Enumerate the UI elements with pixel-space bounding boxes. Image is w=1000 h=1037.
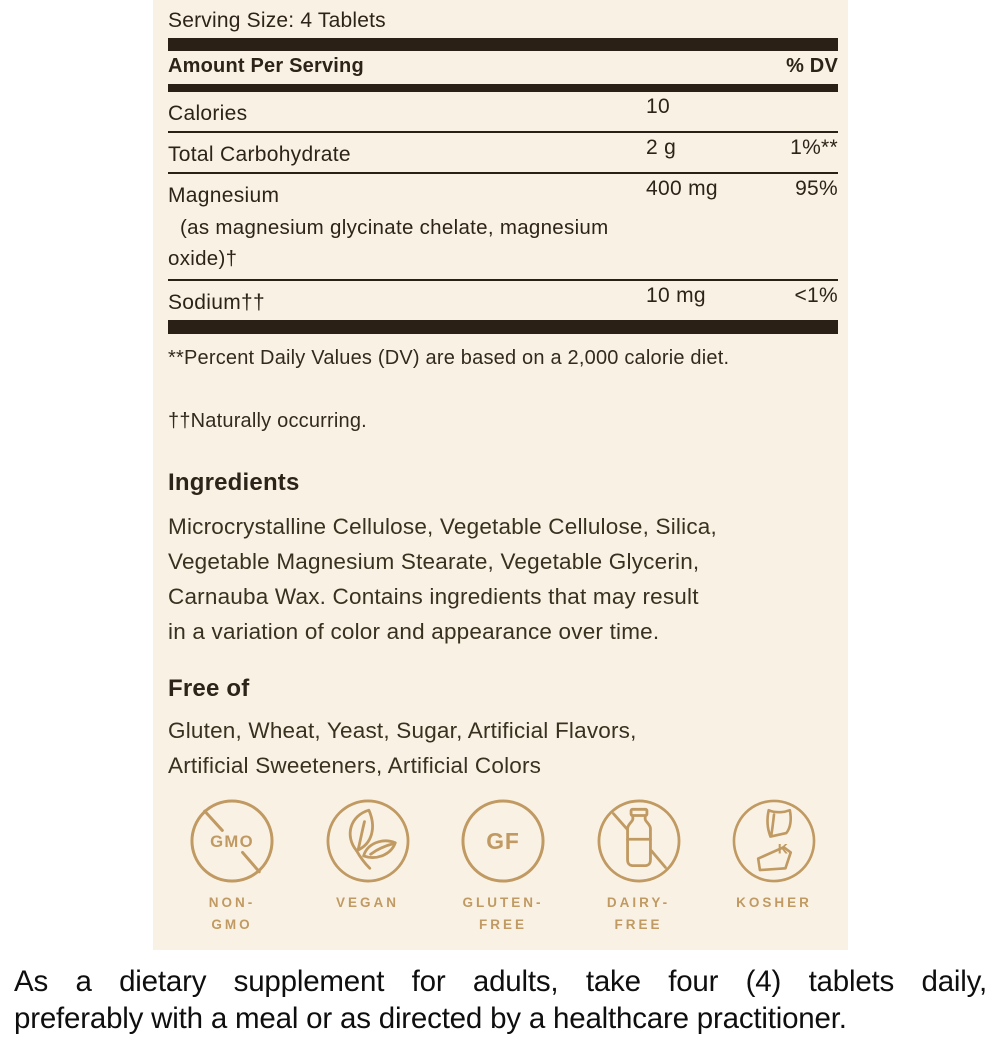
badge-label-line: VEGAN	[335, 895, 399, 910]
badge-label-line: FREE	[614, 917, 663, 932]
badge-dairy-free	[575, 797, 703, 936]
nutrient-amount: 10	[646, 95, 670, 118]
nutrient-name: Calories	[168, 102, 248, 125]
kosher-icon	[730, 797, 818, 885]
badge-vegan	[304, 797, 432, 936]
nutrient-dv: <1%	[794, 284, 838, 307]
badge-gluten-free	[439, 797, 567, 936]
nutrient-amount: 2 g	[646, 136, 677, 159]
nutrient-detail-line: (as magnesium glycinate chelate, magnesium	[180, 216, 609, 239]
kosher-icon-text: K	[777, 840, 788, 857]
gluten-free-icon	[459, 797, 547, 885]
percent-dv-label: % DV	[786, 55, 838, 77]
naturally-occurring-footnote: ††Naturally occurring.	[168, 410, 367, 432]
badge-label-line: GLUTEN-	[462, 895, 544, 910]
badge-kosher	[710, 797, 838, 936]
badge-label	[463, 892, 544, 936]
badge-label-line: KOSHER	[736, 895, 812, 910]
ingredients-line: Microcrystalline Cellulose, Vegetable Cellulose, Silica,	[168, 514, 717, 539]
vegan-icon	[324, 797, 412, 885]
nutrient-name: Sodium††	[168, 291, 265, 314]
nutrient-name: Total Carbohydrate	[168, 143, 351, 166]
free-of-heading: Free of	[168, 675, 250, 702]
gmo-icon-text: GMO	[210, 832, 254, 852]
gf-icon-text: GF	[486, 827, 520, 854]
badge-label-line: DAIRY-	[606, 895, 671, 910]
nutrient-source-detail	[168, 212, 646, 274]
badge-non-gmo	[168, 797, 296, 936]
badge-label-line: FREE	[478, 917, 527, 932]
fact-row-total-carbohydrate	[168, 133, 838, 172]
badge-label	[336, 892, 399, 914]
free-of-line: Gluten, Wheat, Yeast, Sugar, Artificial Flavors,	[168, 718, 637, 743]
nutrient-amount: 10 mg	[646, 284, 706, 307]
dv-footnote: **Percent Daily Values (DV) are based on a 2,000 calorie diet.	[168, 347, 730, 369]
facts-header-row	[168, 51, 838, 84]
nutrient-name-main: Magnesium	[168, 184, 280, 207]
directions-text	[14, 963, 987, 1037]
directions-line: preferably with a meal or as directed by a healthcare practitioner.	[14, 1002, 847, 1035]
free-of-line: Artificial Sweeteners, Artificial Colors	[168, 753, 542, 778]
nutrient-detail-line: oxide)†	[168, 247, 238, 270]
table-top-bar	[168, 38, 838, 51]
header-divider-bar	[168, 84, 838, 92]
badge-label	[209, 892, 256, 936]
ingredients-heading: Ingredients	[168, 469, 300, 496]
non-gmo-icon	[188, 797, 276, 885]
fact-row-magnesium	[168, 174, 838, 279]
badge-label	[607, 892, 670, 936]
badge-label-line: GMO	[211, 917, 253, 932]
free-of-text	[168, 713, 838, 783]
nutrient-amount: 400 mg	[646, 177, 718, 200]
nutrient-name	[168, 176, 646, 274]
supplement-label-panel	[153, 0, 848, 950]
certification-badges-row	[168, 797, 838, 936]
nutrient-dv	[758, 94, 838, 95]
badge-label-line: NON-	[208, 895, 256, 910]
ingredients-line: in a variation of color and appearance over time.	[168, 619, 660, 644]
fact-row-sodium	[168, 281, 838, 320]
fact-row-calories	[168, 92, 838, 131]
nutrient-dv: 1%**	[790, 136, 838, 159]
badge-label	[736, 892, 812, 914]
serving-size-text: Serving Size: 4 Tablets	[168, 9, 386, 32]
ingredients-line: Carnauba Wax. Contains ingredients that may result	[168, 584, 699, 609]
directions-line: As a dietary supplement for adults, take four (4) tablets daily,	[14, 965, 987, 998]
ingredients-text	[168, 509, 838, 649]
amount-per-serving-label: Amount Per Serving	[168, 55, 364, 77]
nutrient-dv: 95%	[795, 177, 838, 200]
dairy-free-icon	[595, 797, 683, 885]
ingredients-line: Vegetable Magnesium Stearate, Vegetable Glycerin,	[168, 549, 700, 574]
table-bottom-bar	[168, 320, 838, 334]
